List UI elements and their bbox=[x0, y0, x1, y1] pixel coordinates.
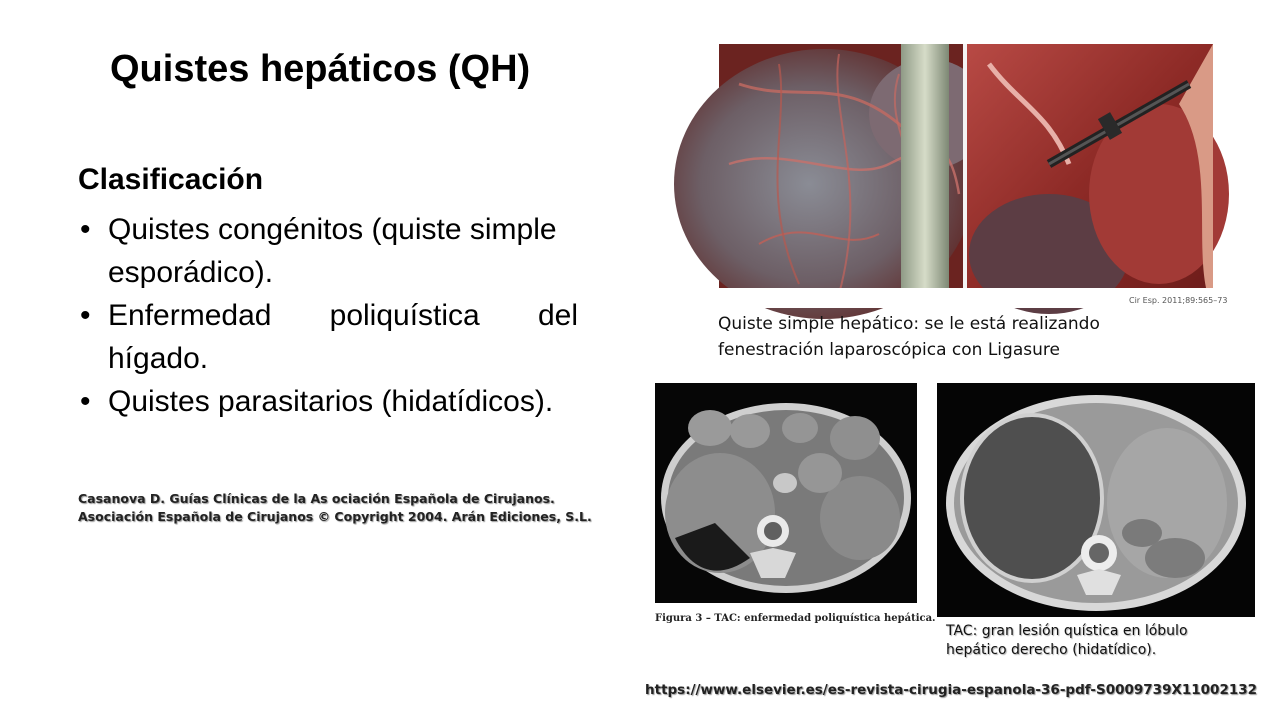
photo-credit: Cir Esp. 2011;89:565–73 bbox=[1129, 296, 1228, 305]
ct-scan-hydatid-illustration bbox=[937, 383, 1255, 617]
bullet-text: Quistes congénitos (quiste simple esporádico). bbox=[108, 213, 557, 289]
ct-hydatid-caption: TAC: gran lesión quística en lóbulo hepático derecho (hidatídico). bbox=[946, 623, 1188, 658]
classification-list bbox=[78, 208, 578, 423]
list-item bbox=[78, 208, 578, 294]
ct-scan-polycystic-illustration bbox=[655, 383, 917, 603]
ct-scan-polycystic bbox=[655, 383, 917, 603]
bullet-text: Quistes parasitarios (hidatídicos). bbox=[108, 385, 554, 418]
section-heading: Clasificación bbox=[78, 163, 264, 196]
surgery-photo-caption: Quiste simple hepático: se le está realizando fenestración laparoscópica con Ligasure bbox=[718, 314, 1100, 360]
list-item bbox=[78, 294, 578, 380]
slide-title: Quistes hepáticos (QH) bbox=[110, 48, 531, 90]
surgery-photo bbox=[719, 44, 1228, 308]
bullet-icon: • bbox=[80, 213, 91, 246]
list-item bbox=[78, 380, 578, 423]
ct-scan-hydatid bbox=[937, 383, 1255, 617]
bullet-icon: • bbox=[80, 385, 91, 418]
source-url[interactable]: https://www.elsevier.es/es-revista-cirugia-espanola-36-pdf-S0009739X11002132 bbox=[645, 682, 1258, 698]
bullet-text: Enfermedad poliquística del hígado. bbox=[108, 299, 578, 375]
bullet-icon: • bbox=[80, 299, 91, 332]
reference-citation: Casanova D. Guías Clínicas de la As ociación Española de Cirujanos. Asociación Española de Cirujanos © Copyright 2004. Arán Ediciones, S.L. bbox=[78, 491, 592, 524]
ct-polycystic-figure-caption: Figura 3 – TAC: enfermedad poliquística hepática. bbox=[655, 613, 936, 624]
surgery-photo-illustration bbox=[719, 44, 1228, 308]
